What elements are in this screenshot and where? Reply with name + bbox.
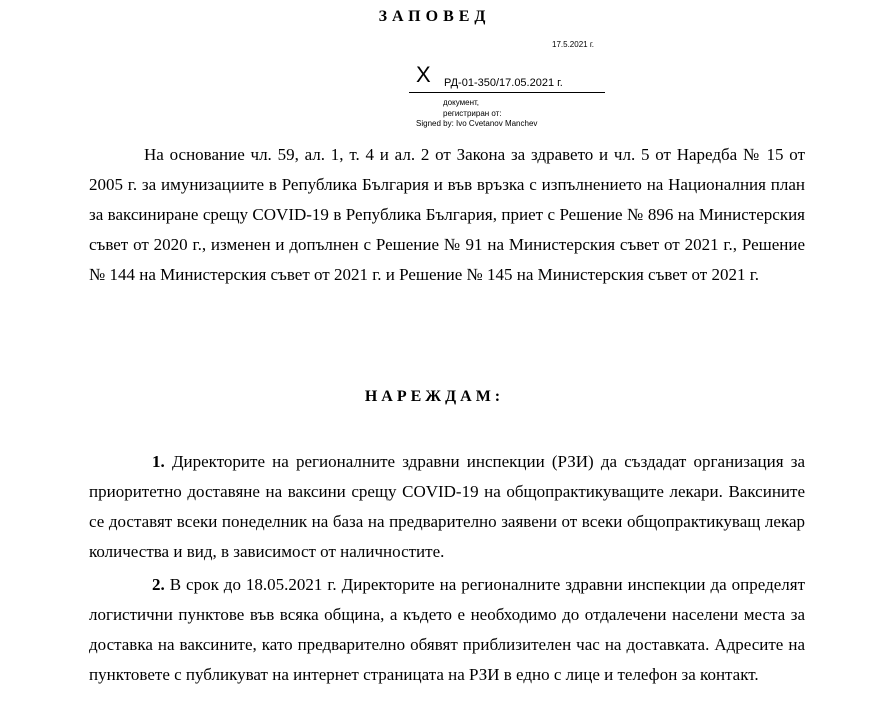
order-heading: НАРЕЖДАМ:: [364, 388, 505, 405]
registration-number: РД-01-350/17.05.2021 г.: [444, 77, 563, 89]
signed-by: Signed by: Ivo Cvetanov Manchev: [416, 119, 538, 128]
signature-meta-line1: документ,: [443, 98, 479, 107]
basis-paragraph: На основание чл. 59, ал. 1, т. 4 и ал. 2 от Закона за здравето и чл. 5 от Наредба № 15 от 2005 г. за имунизациите в Република България и във връзка с изпълнението на Националния план за ваксиниране срещу COVID-19 в Република България, приет с Решение № 896 на Министерския съвет от 2020 г., изменен и допълнен с Решение № 91 на Министерския съвет от 2021 г., Решение № 144 на Министерския съвет от 2021 г. и Решение № 145 на Министерския съвет от 2021 г.: [89, 145, 805, 284]
signature-line: [409, 92, 605, 93]
order-item: [89, 447, 805, 567]
signature-mark: X: [416, 62, 431, 87]
signature-meta-line2: регистриран от:: [443, 109, 502, 118]
document-title: ЗАПОВЕД: [378, 8, 491, 25]
signature-meta: [443, 97, 502, 119]
signature-date: 17.5.2021 г.: [552, 40, 594, 49]
item-number: 2.: [152, 575, 165, 594]
item-text: Директорите на регионалните здравни инспекции (РЗИ) да създадат организация за приоритетно доставяне на ваксини срещу COVID-19 на общопрактикуващите лекари. Ваксините се доставят всеки понеделник на база на предварително заявени от всеки общопрактикуващ лекар количества и вид, в зависимост от наличностите.: [89, 452, 805, 561]
item-number: 1.: [152, 452, 165, 471]
item-text: В срок до 18.05.2021 г. Директорите на регионалните здравни инспекции да определят логистични пунктове във всяка община, а където е необходимо до отдалечени населени места за доставка на ваксините, като предварително обявят приблизителен час на доставката. Адресите на пунктовете с публикуват на интернет страницата на РЗИ в едно с лице и телефон за контакт.: [89, 575, 806, 684]
order-item: [89, 570, 805, 690]
